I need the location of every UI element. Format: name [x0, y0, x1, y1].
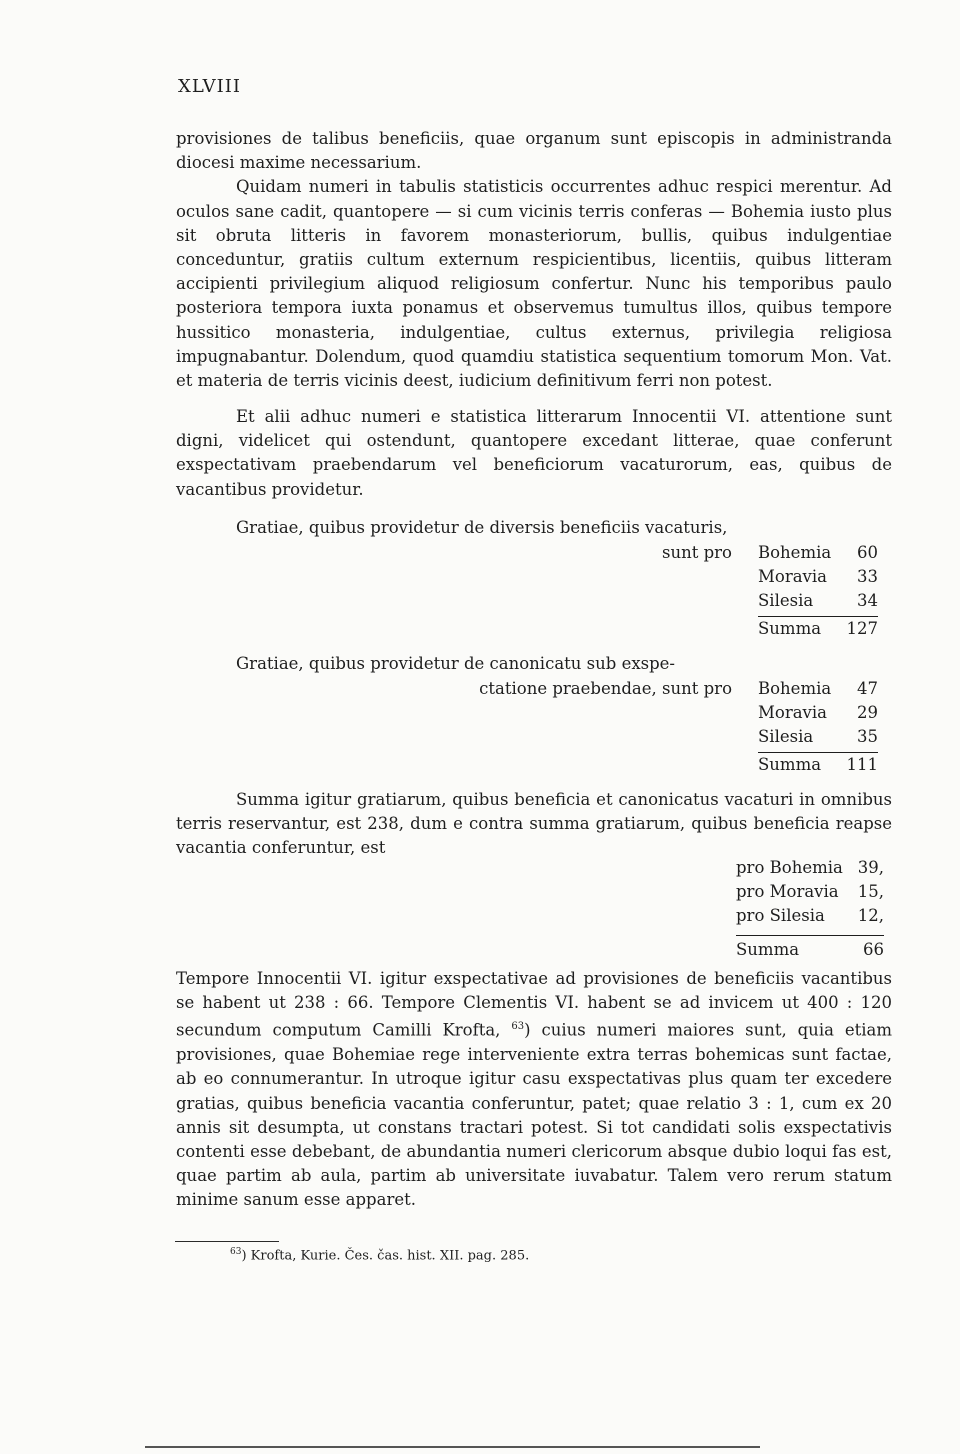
table1	[758, 541, 878, 641]
row-name: pro Silesia	[736, 906, 825, 925]
row-name: Silesia	[758, 591, 814, 610]
table-row	[758, 725, 878, 749]
table-row	[758, 701, 878, 725]
table3	[736, 856, 884, 962]
sum-label: Summa	[758, 755, 822, 774]
row-name: Moravia	[758, 703, 827, 722]
paragraph-provisiones: provisiones de talibus beneficiis, quae organum sunt episcopis in administranda diocesi maxime necessarium.	[176, 129, 892, 173]
table-sum-row	[736, 935, 884, 962]
footnote-text: ) Krofta, Kurie. Čes. čas. hist. XII. pag. 285.	[241, 1248, 530, 1264]
footnote-rule	[175, 1241, 279, 1242]
final-text-after-ref: ) cuius numeri maiores sunt, quia etiam provisiones, quae Bohemiae rege interveniente extra terras bohemicas sunt factae, ab eo connumerantur. In utroque igitur casu exspectativas plus quam ter excedere gratias, quibus beneficia vacantia conferuntur, patet; quae relatio 3 : 1, cum ex 20 annis sit desumpta, ut constans tractari potest. Si tot candidati solis exspectativis contenti esse debebant, de abundantia numeri clericorum absque dubio loqui fas est, quae partim ab aula, partim ab universitate iuvabatur. Talem vero rerum statum minime sanum esse apparet.	[176, 1020, 893, 1210]
sum-label: Summa	[736, 940, 800, 959]
row-value: 34	[857, 591, 878, 610]
page-number: XLVIII	[178, 76, 241, 97]
row-name: pro Moravia	[736, 882, 839, 901]
table1-caption-line2: sunt pro	[662, 543, 732, 562]
summary-paragraph: Summa igitur gratiarum, quibus beneficia et canonicatus vacaturi in omnibus terris reservantur, est 238, dum e contra summa gratiarum, quibus beneficia reapse vacantia conferuntur, est	[176, 790, 892, 858]
sum-value: 111	[846, 755, 878, 774]
row-name: Bohemia	[758, 543, 832, 562]
table-sum-row	[758, 616, 878, 641]
footnote	[230, 1247, 529, 1263]
paragraph-quidam-numeri: Quidam numeri in tabulis statisticis occurrentes adhuc respici merentur. Ad oculos sane cadit, quantopere — si cum vicinis terris conferas — Bohemia iusto plus sit obruta litteris in favorem monasteriorum, bullis, quibus indulgentiae conceduntur, gratiis cultum externum respicientibus, licentiis, quibus litteram accipienti privilegium aliquod religiosum confertur. Nunc his temporibus paulo posteriora tempora iuxta ponamus et observemus tumultus illos, quibus tempore hussitico monasteria, indulgentiae, cultus externus, privilegia religiosa impugnabantur. Dolendum, quod quamdiu statistica sequentium tomorum Mon. Vat. et materia de terris vicinis deest, iudicium definitivum ferri non potest.	[176, 177, 892, 391]
table2	[758, 677, 878, 777]
table-row	[736, 904, 884, 928]
final-paragraph	[176, 967, 892, 1213]
footnote-reference[interactable]: 63	[511, 1021, 525, 1033]
row-value: 39,	[857, 858, 884, 877]
table-row	[758, 589, 878, 613]
row-name: Bohemia	[758, 679, 832, 698]
footnote-mark: 63	[230, 1247, 242, 1257]
row-value: 33	[857, 567, 878, 586]
sum-value: 127	[846, 619, 878, 638]
paragraph-et-alii: Et alii adhuc numeri e statistica litterarum Innocentii VI. attentione sunt digni, videlicet qui ostendunt, quantopere excedant litterae, quae conferunt exspectativam praebendarum vel beneficiorum vacaturorum, eas, quibus de vacantibus providetur.	[176, 407, 892, 499]
table-row	[758, 565, 878, 589]
row-name: Moravia	[758, 567, 827, 586]
row-value: 12,	[857, 906, 884, 925]
paragraph-block-2	[176, 405, 892, 502]
bottom-edge-rule	[145, 1446, 760, 1448]
sum-label: Summa	[758, 619, 822, 638]
table-row	[758, 677, 878, 701]
table-sum-row	[758, 752, 878, 777]
row-name: Silesia	[758, 727, 814, 746]
table-row	[758, 541, 878, 565]
row-name: pro Bohemia	[736, 858, 843, 877]
table-row	[736, 880, 884, 904]
row-value: 47	[857, 679, 878, 698]
table-row	[736, 856, 884, 880]
table2-caption-line1: Gratiae, quibus providetur de canonicatu sub exspe-	[236, 654, 676, 673]
row-value: 35	[857, 727, 878, 746]
paragraph-block-1	[176, 127, 892, 393]
row-value: 29	[857, 703, 878, 722]
table2-caption-line2: ctatione praebendae, sunt pro	[479, 679, 732, 698]
table1-caption-line1: Gratiae, quibus providetur de diversis beneficiis vacaturis,	[236, 518, 728, 537]
final-text-before-ref: Tempore Innocentii VI. igitur exspectativae ad provisiones de beneficiis vacantibus se habent ut 238 : 66. Tempore Clementis VI. habent se ad invicem ut 400 : 120 secundum computum Camilli Krofta,	[176, 969, 892, 1040]
row-value: 15,	[857, 882, 884, 901]
sum-value: 66	[863, 940, 884, 959]
row-value: 60	[857, 543, 878, 562]
